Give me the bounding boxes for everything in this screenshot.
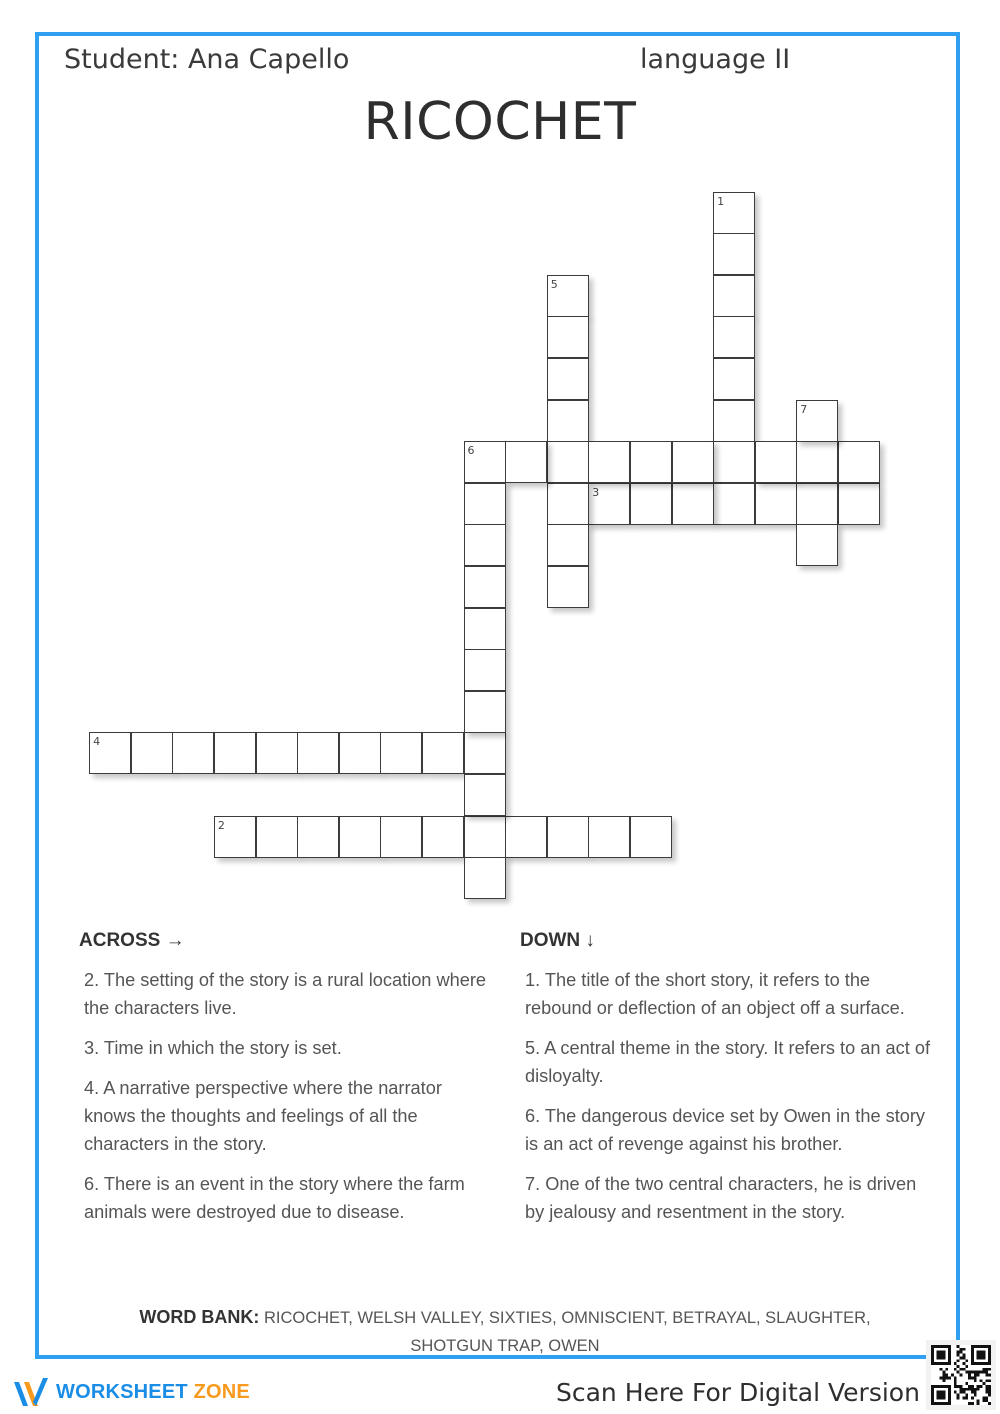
crossword-cell[interactable] [422, 732, 464, 774]
crossword-cell[interactable] [713, 483, 755, 525]
word-bank [110, 1303, 900, 1360]
crossword-cell[interactable] [256, 816, 298, 858]
crossword-cell[interactable] [755, 483, 797, 525]
clue-number: 2 [217, 818, 225, 832]
crossword-cell[interactable] [380, 732, 422, 774]
crossword-cell[interactable] [89, 732, 131, 774]
crossword-cell[interactable] [713, 316, 755, 358]
crossword-cell[interactable] [547, 566, 589, 608]
crossword-cell[interactable] [131, 732, 173, 774]
crossword-cell[interactable] [588, 483, 630, 525]
crossword-cell[interactable] [713, 400, 755, 442]
crossword-cell[interactable] [464, 774, 506, 816]
crossword-cell[interactable] [505, 441, 547, 483]
brand-name-part2: ZONE [193, 1381, 250, 1403]
crossword-cell[interactable] [796, 400, 838, 442]
crossword-cell[interactable] [297, 732, 339, 774]
word-bank-label: WORD BANK: [139, 1307, 260, 1327]
crossword-cell[interactable] [713, 192, 755, 234]
crossword-cell[interactable] [297, 816, 339, 858]
crossword-cell[interactable] [422, 816, 464, 858]
student-name: Student: Ana Capello [64, 44, 350, 75]
crossword-cell[interactable] [464, 566, 506, 608]
down-clues [525, 966, 937, 1238]
crossword-cell[interactable] [547, 275, 589, 317]
worksheetzone-logo-icon [12, 1376, 50, 1410]
qr-code-icon[interactable] [926, 1340, 996, 1410]
crossword-cell[interactable] [464, 816, 506, 858]
crossword-cell[interactable] [713, 275, 755, 317]
across-clue: 6. There is an event in the story where the farm animals were destroyed due to disease. [84, 1174, 465, 1222]
crossword-cell[interactable] [380, 816, 422, 858]
crossword-cell[interactable] [588, 441, 630, 483]
crossword-cell[interactable] [214, 732, 256, 774]
scan-text: Scan Here For Digital Version [556, 1378, 920, 1407]
clue-number: 7 [800, 402, 808, 416]
crossword-cell[interactable] [547, 524, 589, 566]
page-title: RICOCHET [363, 92, 637, 152]
word-bank-words: RICOCHET, WELSH VALLEY, SIXTIES, OMNISCIENT, BETRAYAL, SLAUGHTER, SHOTGUN TRAP, OWEN [263, 1309, 871, 1355]
crossword-cell[interactable] [672, 441, 714, 483]
down-clue: 6. The dangerous device set by Owen in the story is an act of revenge against his brother. [525, 1106, 926, 1154]
crossword-cell[interactable] [464, 857, 506, 899]
crossword-cell[interactable] [630, 441, 672, 483]
crossword-cell[interactable] [464, 649, 506, 691]
crossword-cell[interactable] [713, 233, 755, 275]
crossword-cell[interactable] [339, 732, 381, 774]
crossword-cell[interactable] [339, 816, 381, 858]
across-clues [84, 966, 496, 1238]
crossword-cell[interactable] [796, 441, 838, 483]
clue-number: 5 [550, 277, 558, 291]
crossword-cell[interactable] [547, 441, 589, 483]
across-clue: 3. Time in which the story is set. [84, 1038, 342, 1058]
crossword-cell[interactable] [796, 524, 838, 566]
clue-number: 1 [717, 194, 725, 208]
crossword-cell[interactable] [838, 441, 880, 483]
crossword-cell[interactable] [672, 483, 714, 525]
crossword-cell[interactable] [755, 441, 797, 483]
crossword-cell[interactable] [547, 316, 589, 358]
crossword-cell[interactable] [630, 483, 672, 525]
crossword-cell[interactable] [547, 358, 589, 400]
crossword-cell[interactable] [464, 691, 506, 733]
across-clue: 4. A narrative perspective where the narrator knows the thoughts and feelings of all the characters in the story. [84, 1078, 442, 1154]
crossword-cell[interactable] [256, 732, 298, 774]
down-clue: 5. A central theme in the story. It refers to an act of disloyalty. [525, 1038, 931, 1086]
crossword-cell[interactable] [838, 483, 880, 525]
crossword-cell[interactable] [172, 732, 214, 774]
clue-number: 6 [467, 444, 475, 458]
brand-name-part1: WORKSHEET [56, 1381, 188, 1403]
clue-number: 3 [592, 485, 600, 499]
crossword-cell[interactable] [796, 483, 838, 525]
qr-code-graphic [931, 1345, 991, 1405]
down-clue: 1. The title of the short story, it refers to the rebound or deflection of an object off a surface. [525, 970, 905, 1018]
crossword-cell[interactable] [464, 732, 506, 774]
crossword-cell[interactable] [464, 524, 506, 566]
course-name: language II [640, 44, 791, 75]
across-clue: 2. The setting of the story is a rural location where the characters live. [84, 970, 487, 1018]
crossword-cell[interactable] [547, 483, 589, 525]
crossword-cell[interactable] [464, 483, 506, 525]
crossword-cell[interactable] [464, 608, 506, 650]
crossword-cell[interactable] [505, 816, 547, 858]
down-heading: DOWN ↓ [520, 930, 595, 951]
crossword-cell[interactable] [547, 816, 589, 858]
crossword-cell[interactable] [713, 441, 755, 483]
crossword-cell[interactable] [464, 441, 506, 483]
across-heading: ACROSS → [79, 930, 185, 951]
crossword-cell[interactable] [713, 358, 755, 400]
down-clue: 7. One of the two central characters, he is driven by jealousy and resentment in the story. [525, 1174, 917, 1222]
crossword-cell[interactable] [214, 816, 256, 858]
crossword-cell[interactable] [547, 400, 589, 442]
crossword-cell[interactable] [630, 816, 672, 858]
brand-name [56, 1381, 250, 1404]
crossword-cell[interactable] [588, 816, 630, 858]
clue-number: 4 [93, 735, 101, 749]
